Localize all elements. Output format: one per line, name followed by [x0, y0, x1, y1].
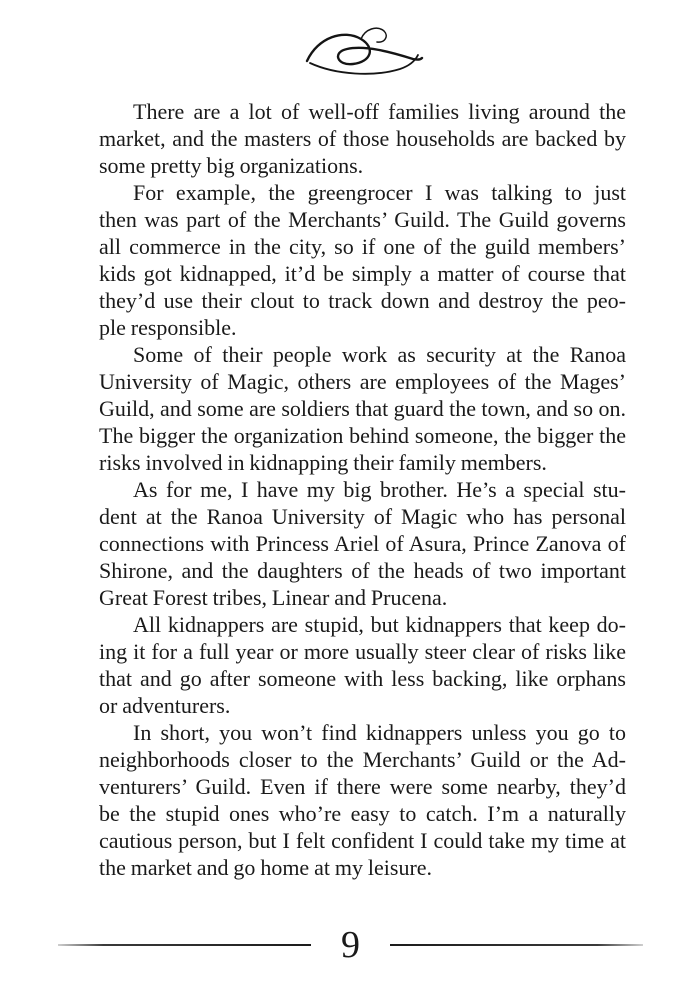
paragraph [99, 98, 626, 179]
calligraphic-flourish-icon [307, 28, 422, 74]
paragraph [99, 179, 626, 341]
text-line: The bigger the organization behind someone, the bigger the [99, 423, 626, 448]
text-line: neighborhoods closer to the Merchants’ Guild or the Ad- [99, 747, 626, 772]
text-block [99, 98, 626, 881]
text-line: Guild, and some are soldiers that guard the town, and so on. [99, 396, 626, 421]
text-line: market, and the masters of those households are backed by [99, 126, 626, 151]
text-line: As for me, I have my big brother. He’s a special stu- [133, 477, 626, 502]
text-line: cautious person, but I felt confident I could take my time at [99, 828, 626, 853]
text-line: ple responsible. [99, 315, 237, 340]
text-line: ing it for a full year or more usually steer clear of risks like [99, 639, 626, 664]
footer-rule-right [390, 944, 643, 946]
paragraph [99, 476, 626, 611]
text-line: Great Forest tribes, Linear and Prucena. [99, 585, 448, 610]
text-line: they’d use their clout to track down and destroy the peo- [99, 288, 626, 313]
text-line: Shirone, and the daughters of the heads of two important [99, 558, 626, 583]
text-line: University of Magic, others are employees of the Mages’ [99, 369, 626, 394]
text-line: dent at the Ranoa University of Magic who has personal [99, 504, 626, 529]
text-line: All kidnappers are stupid, but kidnappers that keep do- [133, 612, 626, 637]
text-line: or adventurers. [99, 693, 231, 718]
text-line: risks involved in kidnapping their family members. [99, 450, 547, 475]
text-line: In short, you won’t find kidnappers unless you go to [133, 720, 626, 745]
page-footer [58, 924, 643, 966]
text-line: venturers’ Guild. Even if there were some nearby, they’d [99, 774, 626, 799]
text-line: connections with Princess Ariel of Asura, Prince Zanova of [99, 531, 626, 556]
text-line: that and go after someone with less backing, like orphans [99, 666, 626, 691]
page-number: 9 [341, 924, 360, 966]
text-line: then was part of the Merchants’ Guild. The Guild governs [99, 207, 626, 232]
paragraph [99, 719, 626, 881]
text-line: For example, the greengrocer I was talking to just [133, 180, 626, 205]
text-line: the market and go home at my leisure. [99, 855, 433, 880]
text-line: kids got kidnapped, it’d be simply a matter of course that [99, 261, 626, 286]
flourish-divider-icon [0, 0, 700, 90]
text-line: be the stupid ones who’re easy to catch. I’m a naturally [99, 801, 626, 826]
paragraph [99, 341, 626, 476]
paragraph [99, 611, 626, 719]
footer-rule-left [58, 944, 311, 946]
text-line: There are a lot of well-off families living around the [133, 99, 626, 124]
text-line: all commerce in the city, so if one of the guild members’ [99, 234, 626, 259]
text-line: some pretty big organizations. [99, 153, 364, 178]
text-line: Some of their people work as security at the Ranoa [133, 342, 626, 367]
